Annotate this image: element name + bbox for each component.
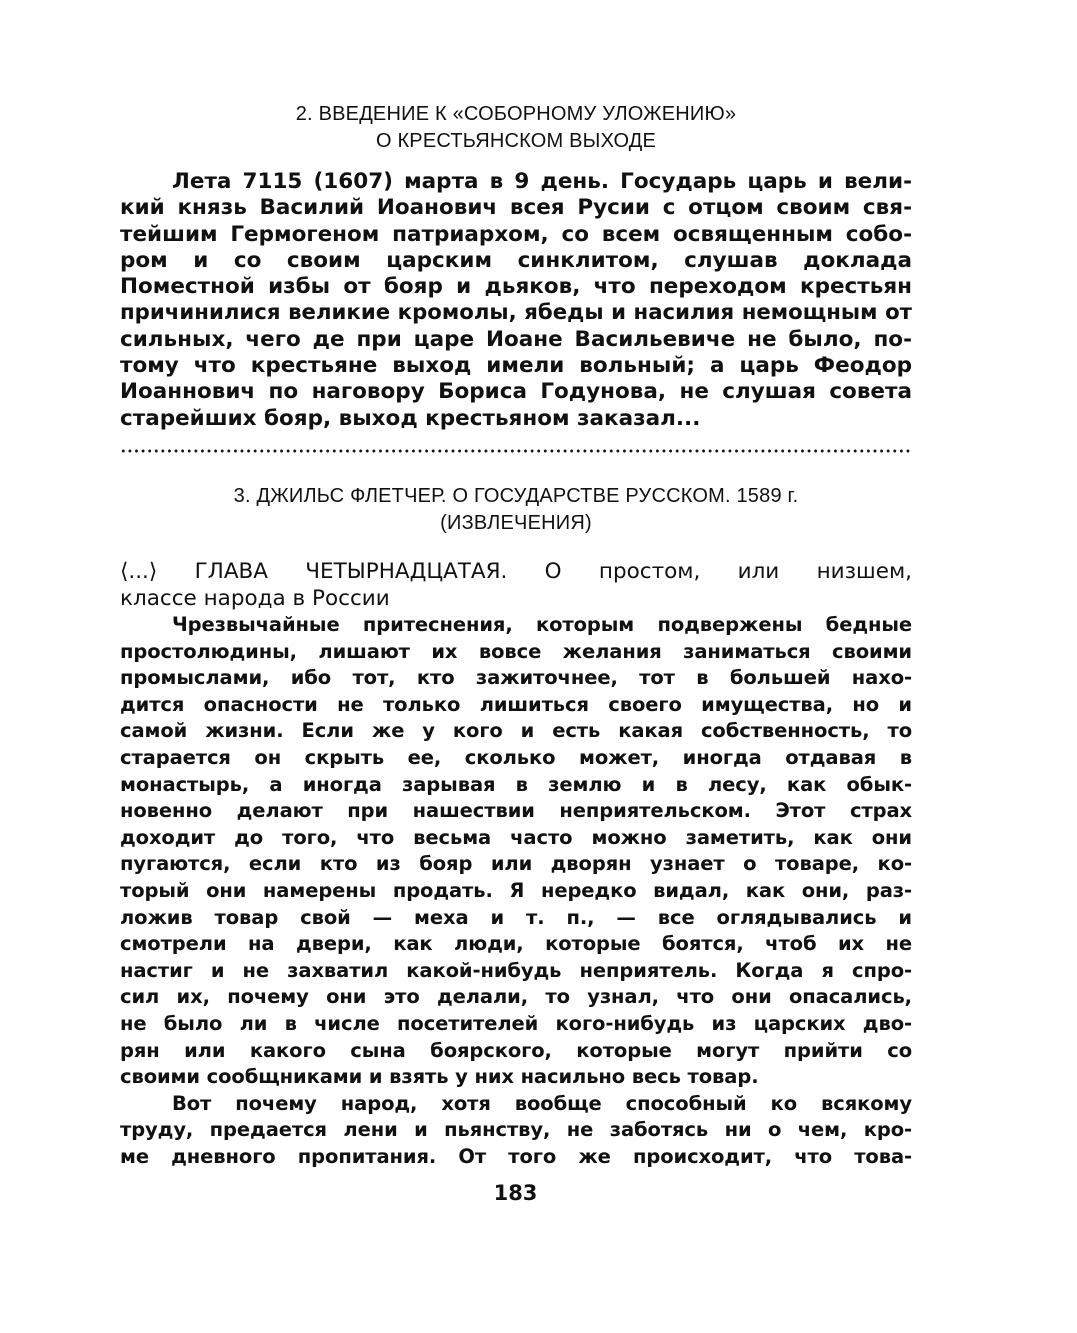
dotted-separator xyxy=(120,447,912,455)
text-line: монастырь, а иногда зарывая в землю и в лесу, как обык- xyxy=(120,772,912,796)
text-line: своими сообщниками и взять у них насильно весь товар. xyxy=(120,1065,759,1089)
text-line: настиг и не захватил какой-нибудь неприятель. Когда я спро- xyxy=(120,958,912,982)
text-line: доходит до того, что весьма часто можно заметить, как они xyxy=(120,825,912,849)
subheading-line: классе народа в России xyxy=(120,586,390,611)
heading-line: 3. ДЖИЛЬС ФЛЕТЧЕР. О ГОСУДАРСТВЕ РУССКОМ. 1589 г. xyxy=(233,485,799,507)
text-line: тейшим Гермогеном патриархом, со всем освященным собо- xyxy=(120,221,912,247)
text-line: труду, предается лени и пьянству, не заботясь ни о чем, кро- xyxy=(120,1118,912,1142)
text-line: ром и со своим царским синклитом, слушав доклада xyxy=(120,247,912,273)
text-line: Иоаннович по наговору Бориса Годунова, не слушая совета xyxy=(120,379,912,405)
text-line: Лета 7115 (1607) марта в 9 день. Государь царь и вели- xyxy=(172,169,912,194)
text-line: самой жизни. Если же у кого и есть какая собственность, то xyxy=(120,719,912,743)
text-line: новенно делают при нашествии неприятельском. Этот страх xyxy=(120,799,912,823)
text-line: промыслами, ибо тот, кто зажиточнее, тот в большей нахо- xyxy=(120,666,912,690)
section-3-text xyxy=(120,612,912,1170)
text-line: пугаются, если кто из бояр или дворян узнает о товаре, ко- xyxy=(120,852,912,876)
chapter-subheading xyxy=(120,558,912,612)
text-line: причинилися великие кромолы, ябеды и насилия немощным от xyxy=(120,300,912,326)
text-line: ложив товар свой — меха и т. п., — все оглядывались и xyxy=(120,905,912,929)
heading-line: О КРЕСТЬЯНСКОМ ВЫХОДЕ xyxy=(375,130,657,152)
text-line: кий князь Василий Иоанович всея Русии с отцом своим свя- xyxy=(120,195,912,221)
text-line: торый они намерены продать. Я нередко видал, как они, раз- xyxy=(120,878,912,902)
section-3-heading xyxy=(120,483,912,537)
heading-line: (ИЗВЛЕЧЕНИЯ) xyxy=(440,512,592,534)
section-2-text xyxy=(120,169,912,432)
text-line: рян или какого сына боярского, которые могут прийти со xyxy=(120,1038,912,1062)
text-line: старается он скрыть ее, сколько может, иногда отдавая в xyxy=(120,745,912,769)
text-line: простолюдины, лишают их вовсе желания заниматься своими xyxy=(120,639,912,663)
text-line: Поместной избы от бояр и дьяков, что переходом крестьян xyxy=(120,274,912,300)
section-2-heading xyxy=(120,101,912,155)
text-line: старейших бояр, выход крестьяном заказал... xyxy=(120,405,701,431)
subheading-line: ⟨...⟩ ГЛАВА ЧЕТЫРНАДЦАТАЯ. О простом, или низшем, xyxy=(120,559,912,584)
text-line: не было ли в числе посетителей кого-нибудь из царских дво- xyxy=(120,1011,912,1035)
text-line: тому что крестьяне выход имели вольный; а царь Феодор xyxy=(120,353,912,379)
heading-line: 2. ВВЕДЕНИЕ К «СОБОРНОМУ УЛОЖЕНИЮ» xyxy=(295,103,737,125)
text-line: Вот почему народ, хотя вообще способный ко всякому xyxy=(172,1091,912,1115)
text-line: дится опасности не только лишиться своего имущества, но и xyxy=(120,692,912,716)
text-line: Чрезвычайные притеснения, которым подвержены бедные xyxy=(172,613,912,636)
text-line: сильных, чего де при царе Иоане Васильевиче не было, по- xyxy=(120,326,912,352)
page-number: 183 xyxy=(493,1181,538,1205)
text-line: смотрели на двери, как люди, которые боятся, чтоб их не xyxy=(120,932,912,956)
text-line: сил их, почему они это делали, то узнал, что они опасались, xyxy=(120,985,912,1009)
text-line: ме дневного пропитания. От того же происходит, что това- xyxy=(120,1144,912,1168)
